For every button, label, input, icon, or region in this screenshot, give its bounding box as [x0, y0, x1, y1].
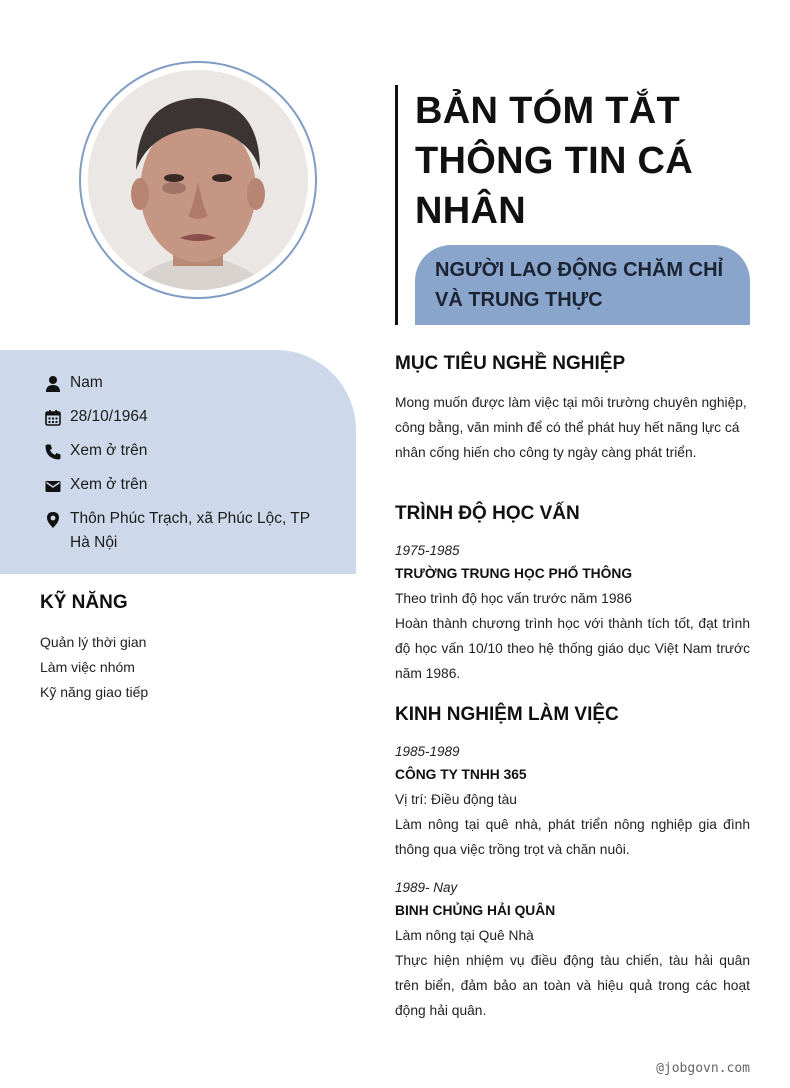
- email-text: Xem ở trên: [70, 476, 148, 493]
- address-text: Thôn Phúc Trạch, xã Phúc Lộc, TP Hà Nội: [70, 510, 310, 551]
- contact-address: [44, 510, 310, 555]
- phone-text: Xem ở trên: [70, 442, 148, 459]
- skills-list: [40, 630, 148, 705]
- avatar: [88, 70, 308, 290]
- objective-title: MỤC TIÊU NGHỀ NGHIỆP: [395, 353, 626, 374]
- skill-item: Quản lý thời gian: [40, 634, 147, 650]
- job-position: Làm nông tại Quê Nhà: [395, 928, 534, 943]
- page-title: BẢN TÓM TẮT THÔNG TIN CÁ NHÂN: [415, 90, 694, 232]
- experience-title: KINH NGHIỆM LÀM VIỆC: [395, 704, 619, 725]
- job-company: BINH CHỦNG HẢI QUÂN: [395, 903, 556, 918]
- contact-panel: [0, 350, 356, 574]
- contact-email: [44, 476, 147, 497]
- contact-phone: [44, 442, 147, 463]
- person-icon: [44, 375, 62, 393]
- education-title: TRÌNH ĐỘ HỌC VẤN: [395, 503, 580, 524]
- education-description: Hoàn thành chương trình học với thành tích tốt, đạt trình độ học vấn 10/10 theo hệ thống giáo dục Việt Nam trước năm 1986.: [395, 616, 750, 681]
- mail-icon: [44, 477, 62, 495]
- subtitle-box: [415, 245, 750, 325]
- birthday-text: 28/10/1964: [70, 408, 148, 425]
- contact-gender: [44, 374, 103, 395]
- avatar-photo: [88, 70, 308, 290]
- gender-text: Nam: [70, 374, 103, 391]
- footer-watermark: @jobgovn.com: [656, 1061, 750, 1076]
- job-date: 1985-1989: [395, 744, 460, 759]
- objective-text: Mong muốn được làm việc tại môi trường chuyên nghiệp, công bằng, văn minh để có thể phát huy hết năng lực cá nhân cống hiến cho công ty ngày càng phát triển.: [395, 395, 747, 460]
- education-date: 1975-1985: [395, 543, 460, 558]
- phone-icon: [44, 443, 62, 461]
- subtitle-text: NGƯỜI LAO ĐỘNG CHĂM CHỈ VÀ TRUNG THỰC: [435, 259, 724, 311]
- contact-birthday: [44, 408, 148, 429]
- job-company: CÔNG TY TNHH 365: [395, 767, 527, 782]
- calendar-icon: [44, 409, 62, 427]
- job-position: Vị trí: Điều động tàu: [395, 792, 517, 807]
- job-description: Thực hiện nhiệm vụ điều động tàu chiến, tàu hải quân trên biển, đảm bảo an toàn và hiệu quả trong các hoạt động hải quân.: [395, 953, 750, 1018]
- job-date: 1989- Nay: [395, 880, 458, 895]
- skills-title: KỸ NĂNG: [40, 592, 128, 613]
- skill-item: Làm việc nhóm: [40, 659, 135, 675]
- skill-item: Kỹ năng giao tiếp: [40, 684, 149, 700]
- location-icon: [44, 511, 62, 529]
- title-accent-bar: [395, 85, 398, 325]
- job-description: Làm nông tại quê nhà, phát triển nông nghiệp gia đình thông qua việc trồng trọt và chăn nuôi.: [395, 817, 750, 857]
- education-detail: Theo trình độ học vấn trước năm 1986: [395, 591, 632, 606]
- education-school: TRƯỜNG TRUNG HỌC PHỔ THÔNG: [395, 566, 633, 581]
